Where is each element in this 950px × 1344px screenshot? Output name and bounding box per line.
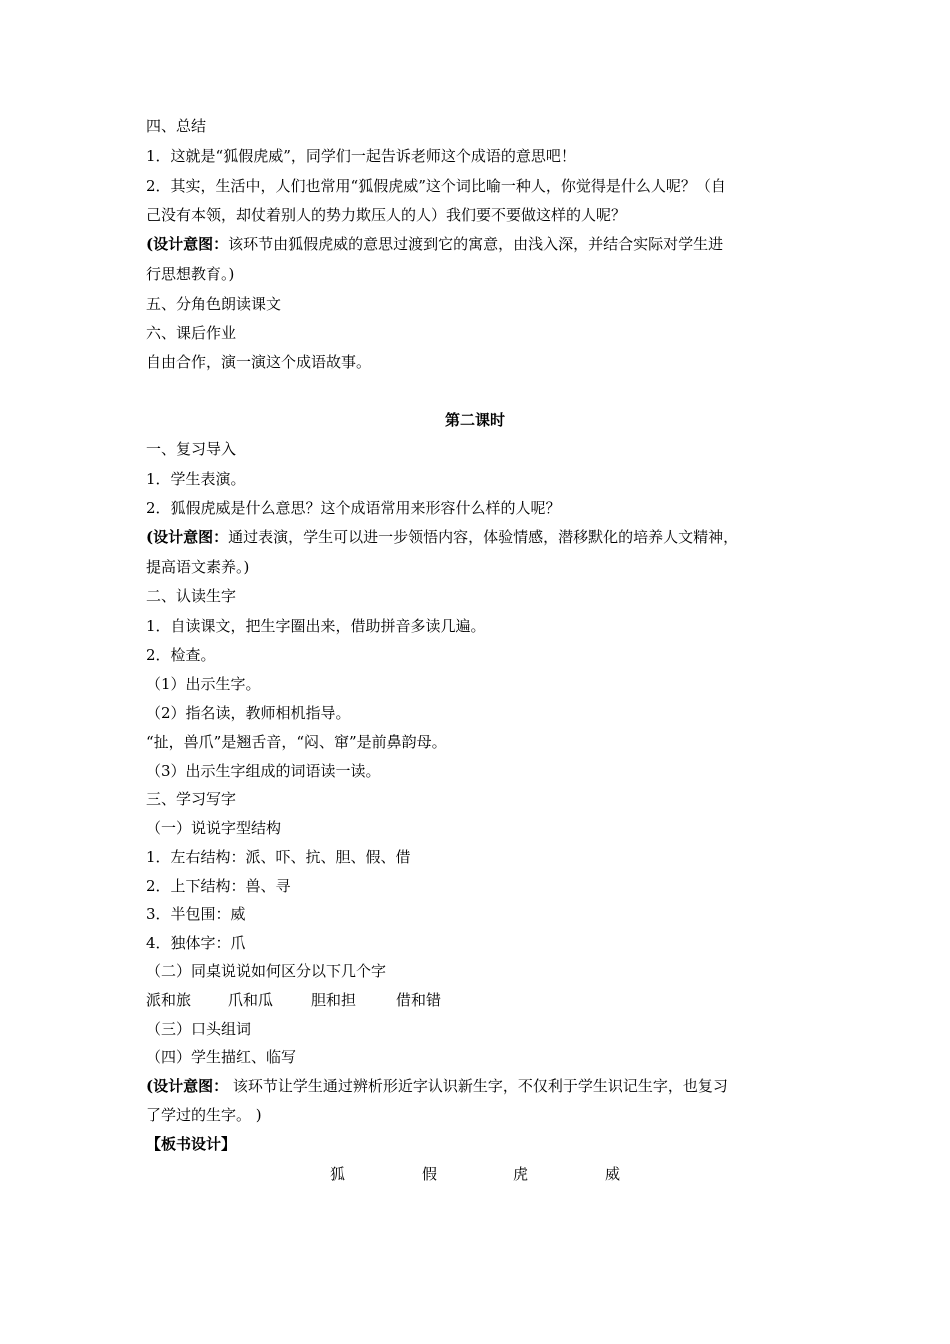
design-intent-2-cont: 提高语文素养。) [146,558,250,576]
board-char-might: 威 [605,1165,621,1183]
design-intent-2 [146,527,738,547]
pronunciation-note: “扯，兽爪”是翘舌音，“闷、窜”是前鼻韵母。 [146,733,447,751]
writing-sub-4: （四）学生描红、临写 [146,1048,297,1066]
design-intent-3-cont: 了学过的生字。 ) [146,1106,262,1124]
summary-item-1: 1．这就是“狐假虎威”，同学们一起告诉老师这个成语的意思吧！ [146,147,576,165]
writing-sub-1: （一）说说字型结构 [146,819,282,837]
writing-sub-2: （二）同桌说说如何区分以下几个字 [146,962,387,980]
review-item-1: 1．学生表演。 [146,470,246,488]
board-char-tiger: 虎 [513,1165,529,1183]
char-pair-2: 爪和瓜 [228,991,274,1009]
structure-item-3: 3．半包围：威 [146,905,246,923]
heading-summary: 四、总结 [146,117,207,135]
characters-item-1: 1．自读课文，把生字圈出来，借助拼音多读几遍。 [146,617,486,635]
design-intent-text: 该环节由狐假虎威的意思过渡到它的寓意，由浅入深，并结合实际对学生进 [228,235,724,253]
design-intent-text: 通过表演，学生可以进一步领悟内容，体验情感，潜移默化的培养人文精神， [228,528,739,546]
characters-item-2: 2．检查。 [146,646,216,664]
heading-review: 一、复习导入 [146,440,237,458]
design-intent-label: (设计意图： [146,235,229,253]
summary-item-2-cont: 己没有本领，却仗着别人的势力欺压人的人）我们要不要做这样的人呢？ [146,206,627,224]
char-pair-1: 派和旅 [146,991,192,1009]
characters-sub-3: （3）出示生字组成的词语读一读。 [146,762,381,780]
char-pair-4: 借和错 [396,991,442,1009]
review-item-2: 2．狐假虎威是什么意思？这个成语常用来形容什么样的人呢？ [146,499,561,517]
characters-sub-1: （1）出示生字。 [146,675,261,693]
design-intent-1 [146,234,723,254]
heading-characters: 二、认读生字 [146,587,237,605]
summary-item-2: 2．其实，生活中，人们也常用“狐假虎威”这个词比喻一种人，你觉得是什么人呢？（自 [146,177,726,195]
design-intent-1-cont: 行思想教育。) [146,265,235,283]
board-char-borrow: 假 [422,1165,438,1183]
board-design-heading: 【板书设计】 [146,1135,237,1153]
structure-item-2: 2．上下结构：兽、寻 [146,877,291,895]
design-intent-text: 该环节让学生通过辨析形近字认识新生字，不仅利于学生识记生字，也复习 [228,1077,728,1095]
char-pair-3: 胆和担 [311,991,357,1009]
board-char-fox: 狐 [330,1165,346,1183]
heading-homework: 六、课后作业 [146,324,237,342]
heading-role-reading: 五、分角色朗读课文 [146,295,282,313]
heading-writing: 三、学习写字 [146,790,237,808]
characters-sub-2: （2）指名读，教师相机指导。 [146,704,351,722]
lesson-2-title: 第二课时 [444,411,505,429]
writing-sub-3: （三）口头组词 [146,1020,252,1038]
design-intent-label: (设计意图： [146,528,229,546]
homework-item: 自由合作，演一演这个成语故事。 [146,353,372,371]
design-intent-3 [146,1076,728,1096]
structure-item-4: 4．独体字：爪 [146,934,246,952]
board-characters [0,1164,950,1184]
design-intent-label: (设计意图： [146,1077,229,1095]
structure-item-1: 1．左右结构：派、吓、抗、胆、假、借 [146,848,411,866]
